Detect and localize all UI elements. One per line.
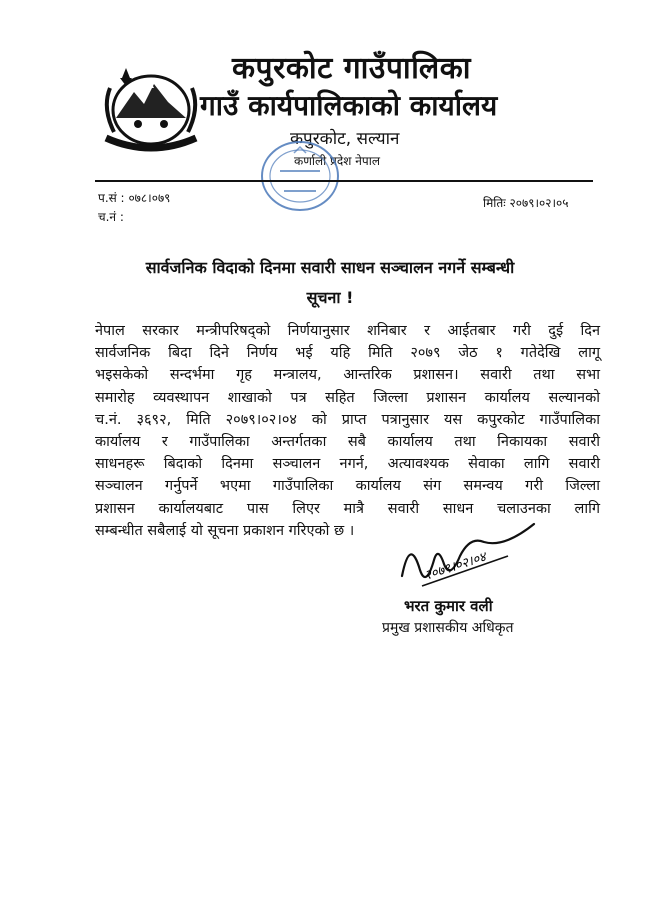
- body-line: साधनहरू बिदाको दिनमा सञ्चालन नगर्न, अत्यावश्यक सेवाका लागि सवारी: [95, 456, 600, 473]
- reference-number: प.सं : ०७८।०७९: [98, 191, 171, 205]
- notice-title-suffix: सूचना !: [306, 288, 354, 307]
- letterhead-address: कपुरकोट, सल्यान: [290, 129, 400, 149]
- nepal-emblem-icon: [96, 58, 206, 158]
- body-line: नेपाल सरकार मन्त्रीपरिषद्को निर्णयानुसार शनिबार र आईतबार गरी दुई दिन: [95, 323, 600, 339]
- body-line: सम्बन्धीत सबैलाई यो सूचना प्रकाशन गरिएको छ ।: [95, 522, 355, 539]
- body-line: सञ्चालन गर्नुपर्ने भएमा गाउँपालिका कार्यालय संग समन्वय गरी जिल्ला: [95, 478, 600, 495]
- body-line: समारोह व्यवस्थापन शाखाको पत्र सहित जिल्ला प्रशासन कार्यालय सल्यानको: [95, 389, 600, 406]
- notice-title: सार्वजनिक विदाको दिनमा सवारी साधन सञ्चालन नगर्ने सम्बन्धी: [145, 258, 515, 277]
- body-line: च.नं. ३६९२, मिति २०७९।०२।०४ को प्राप्त पत्रानुसार यस कपुरकोट गाउँपालिका: [95, 411, 600, 428]
- dispatch-number: च.नं :: [98, 210, 124, 224]
- svg-text:२०७९।०२।०४: २०७९।०२।०४: [422, 549, 489, 584]
- signatory-name: भरत कुमार वली: [404, 597, 493, 615]
- letterhead-office: गाउँ कार्यपालिकाको कार्यालय: [200, 89, 498, 122]
- letterhead-divider: [95, 180, 593, 182]
- body-line: प्रशासन कार्यालयबाट पास लिएर मात्रै सवारी साधन चलाउनका लागि: [95, 500, 600, 517]
- body-line: कार्यालय र गाउँपालिका अन्तर्गतका सबै कार्यालय तथा निकायका सवारी: [95, 434, 600, 451]
- letterhead-municipality: कपुरकोट गाउँपालिका: [232, 51, 472, 86]
- body-line: भइसकेको सन्दर्भमा गृह मन्त्रालय, आन्तरिक प्रशासन। सवारी तथा सभा: [95, 367, 600, 384]
- letterhead-province: कर्णाली प्रदेश नेपाल: [294, 154, 380, 168]
- signatory-designation: प्रमुख प्रशासकीय अधिकृत: [382, 620, 514, 636]
- body-line: सार्वजनिक बिदा दिने निर्णय भई यहि मिति २०७९ जेठ १ गतेदेखि लागू: [95, 345, 600, 362]
- signature-icon: [392, 518, 542, 596]
- office-stamp-icon: [258, 137, 342, 215]
- notice-body: [95, 320, 600, 542]
- letter-date: मितिः २०७९।०२।०५: [483, 196, 569, 210]
